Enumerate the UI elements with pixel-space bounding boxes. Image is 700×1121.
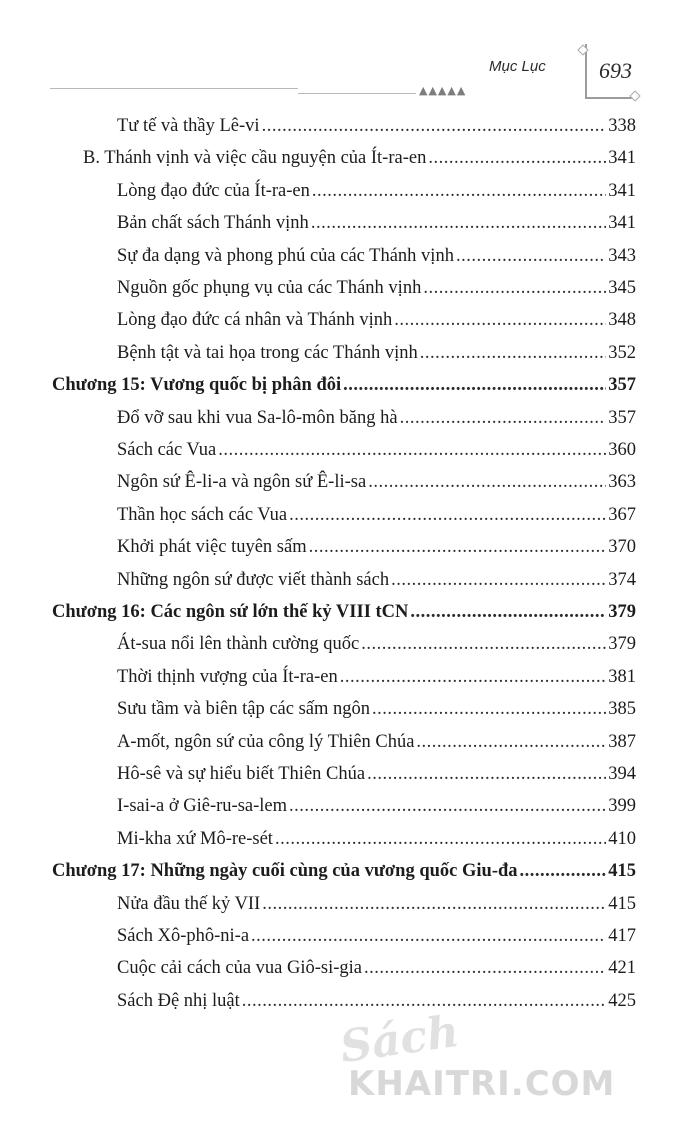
toc-page-number: 399 <box>608 796 636 817</box>
toc-entry-title: Chương 16: Các ngôn sứ lớn thế kỷ VIII tCN <box>52 602 409 622</box>
toc-dot-leader <box>289 790 606 822</box>
toc-page-number: 341 <box>608 180 636 201</box>
toc-entry-row <box>83 142 636 174</box>
toc-entry-row <box>117 564 636 596</box>
toc-entry-title: Cuộc cải cách của vua Giô-si-gia <box>117 958 363 979</box>
toc-entry-row <box>117 175 636 207</box>
toc-entry-row <box>117 402 636 434</box>
watermark <box>0 1005 700 1114</box>
toc-page-number: 343 <box>608 245 636 266</box>
running-title: Mục Lục <box>489 58 546 75</box>
toc-entry-title: Nguồn gốc phụng vụ của các Thánh vịnh <box>117 278 422 298</box>
toc-entry-row <box>117 207 636 239</box>
toc-entry-row <box>117 272 636 304</box>
toc-page-number: 379 <box>608 634 636 655</box>
toc-dot-leader <box>394 304 606 336</box>
toc-page-number: 345 <box>608 278 636 298</box>
toc-chapter-row <box>52 855 636 887</box>
toc-entry-title: Nửa đầu thế kỷ VII <box>117 893 261 914</box>
toc-page-number: 381 <box>608 666 636 687</box>
toc-entry-title: Đổ vỡ sau khi vua Sa-lô-môn băng hà <box>117 407 398 428</box>
toc-entry-title: Bệnh tật và tai họa trong các Thánh vịnh <box>117 342 418 363</box>
toc-page-number: 385 <box>608 699 636 720</box>
toc-entry-title: Ngôn sứ Ê-li-a và ngôn sứ Ê-li-sa <box>117 472 367 493</box>
toc-entry-title: A-mốt, ngôn sứ của công lý Thiên Chúa <box>117 731 415 752</box>
toc-dot-leader <box>416 726 606 758</box>
toc-chapter-row <box>52 596 636 628</box>
toc-dot-leader <box>423 272 606 304</box>
toc-chapter-row <box>52 369 636 401</box>
toc-page-number: 352 <box>608 342 636 363</box>
header-rule-step <box>298 93 416 94</box>
toc-dot-leader <box>428 142 606 174</box>
toc-dot-leader <box>361 628 606 660</box>
toc-entry-row <box>117 920 636 952</box>
toc-entry-row <box>117 628 636 660</box>
toc-dot-leader <box>311 207 606 239</box>
toc-entry-title: Sách Đệ nhị luật <box>117 990 240 1011</box>
toc-entry-title: Sưu tầm và biên tập các sấm ngôn <box>117 699 371 720</box>
toc-dot-leader <box>275 823 606 855</box>
toc-entry-title: Lòng đạo đức của Ít-ra-en <box>117 180 310 201</box>
toc-page-number: 417 <box>608 926 636 946</box>
watermark-site-logo: KHAITRI.COM <box>348 1064 616 1104</box>
toc-dot-leader <box>372 693 606 725</box>
toc-entry-row <box>117 434 636 466</box>
toc-entry-row <box>117 661 636 693</box>
toc-dot-leader <box>309 531 607 563</box>
toc-page-number: 410 <box>608 828 636 849</box>
toc-entry-title: Sách Xô-phô-ni-a <box>117 926 250 946</box>
toc-entry-row <box>117 337 636 369</box>
toc-entry-title: Át-sua nổi lên thành cường quốc <box>117 634 360 655</box>
toc-entry-title: Khởi phát việc tuyên sấm <box>117 537 307 558</box>
toc-page-number: 387 <box>608 731 636 752</box>
toc-entry-title: Thần học sách các Vua <box>117 504 288 525</box>
toc-page-number: 367 <box>608 504 636 525</box>
toc-page-number: 348 <box>608 310 636 331</box>
toc-page-number: 363 <box>608 472 636 493</box>
toc-entry-row <box>117 531 636 563</box>
page-number: 693 <box>599 58 632 83</box>
toc-page-number: 394 <box>608 764 636 784</box>
toc-page-number: 341 <box>608 148 636 169</box>
toc-page-number: 357 <box>608 407 636 428</box>
toc-dot-leader <box>289 499 606 531</box>
toc-entry-title: Bản chất sách Thánh vịnh <box>117 213 309 234</box>
toc-entry-title: B. Thánh vịnh và việc cầu nguyện của Ít-ra-en <box>83 148 427 169</box>
toc-entry-row <box>117 499 636 531</box>
toc-dot-leader <box>262 888 606 920</box>
toc-page-number: 425 <box>608 990 636 1011</box>
toc-entry-row <box>117 888 636 920</box>
toc-entry-title: Chương 15: Vương quốc bị phân đôi <box>52 375 342 396</box>
toc-entry-title: Sự đa dạng và phong phú của các Thánh vịnh <box>117 245 454 266</box>
toc-entry-row <box>117 790 636 822</box>
toc-page-number: 374 <box>608 569 636 590</box>
toc-entry-row <box>117 693 636 725</box>
toc-entry-title: Mi-kha xứ Mô-re-sét <box>117 828 273 849</box>
page-header <box>0 0 700 110</box>
toc-dot-leader <box>368 466 606 498</box>
toc-page-number: 341 <box>608 213 636 234</box>
toc-dot-leader <box>400 402 607 434</box>
toc-entry-row <box>117 110 636 142</box>
toc-entry-row <box>117 726 636 758</box>
toc-dot-leader <box>367 758 606 790</box>
toc-dot-leader <box>520 855 607 887</box>
toc-page-number: 415 <box>608 893 636 914</box>
toc-page-number: 360 <box>608 440 636 460</box>
toc-page-number: 379 <box>608 602 636 622</box>
toc-dot-leader <box>218 434 606 466</box>
toc-dot-leader <box>456 240 606 272</box>
toc-dot-leader <box>262 110 607 142</box>
toc-page-number: 338 <box>608 116 636 136</box>
toc-page-number: 357 <box>608 375 636 396</box>
toc-entry-row <box>117 240 636 272</box>
toc-dot-leader <box>340 661 607 693</box>
toc-entry-row <box>117 823 636 855</box>
toc-dot-leader <box>242 985 606 1017</box>
watermark-script-logo: Sách <box>337 1005 463 1074</box>
toc-entry-title: Sách các Vua <box>117 440 217 460</box>
toc-page-number: 421 <box>608 958 636 979</box>
toc-entry-title: Những ngôn sứ được viết thành sách <box>117 569 390 590</box>
ornament-triangles-icon: ▲▲▲▲▲ <box>419 84 467 97</box>
toc-entry-title: I-sai-a ở Giê-ru-sa-lem <box>117 796 288 817</box>
toc-dot-leader <box>410 596 606 628</box>
toc-dot-leader <box>364 952 606 984</box>
toc-entry-row <box>117 758 636 790</box>
toc-entry-title: Hô-sê và sự hiểu biết Thiên Chúa <box>117 764 366 784</box>
toc-dot-leader <box>420 337 607 369</box>
toc-dot-leader <box>312 175 606 207</box>
toc-entry-row <box>117 466 636 498</box>
header-rule <box>50 88 298 89</box>
toc-entry-row <box>117 985 636 1017</box>
toc-entry-title: Lòng đạo đức cá nhân và Thánh vịnh <box>117 310 393 331</box>
toc-entry-row <box>117 952 636 984</box>
toc-entry-title: Tư tế và thầy Lê-vi <box>117 116 260 136</box>
toc-entry-title: Thời thịnh vượng của Ít-ra-en <box>117 666 338 687</box>
toc-dot-leader <box>251 920 606 952</box>
toc-dot-leader <box>391 564 606 596</box>
toc-page-number: 415 <box>608 861 636 882</box>
toc-page-number: 370 <box>608 537 636 558</box>
toc-dot-leader <box>343 369 606 401</box>
toc-entry-row <box>117 304 636 336</box>
toc-entry-title: Chương 17: Những ngày cuối cùng của vương quốc Giu-đa <box>52 861 518 882</box>
